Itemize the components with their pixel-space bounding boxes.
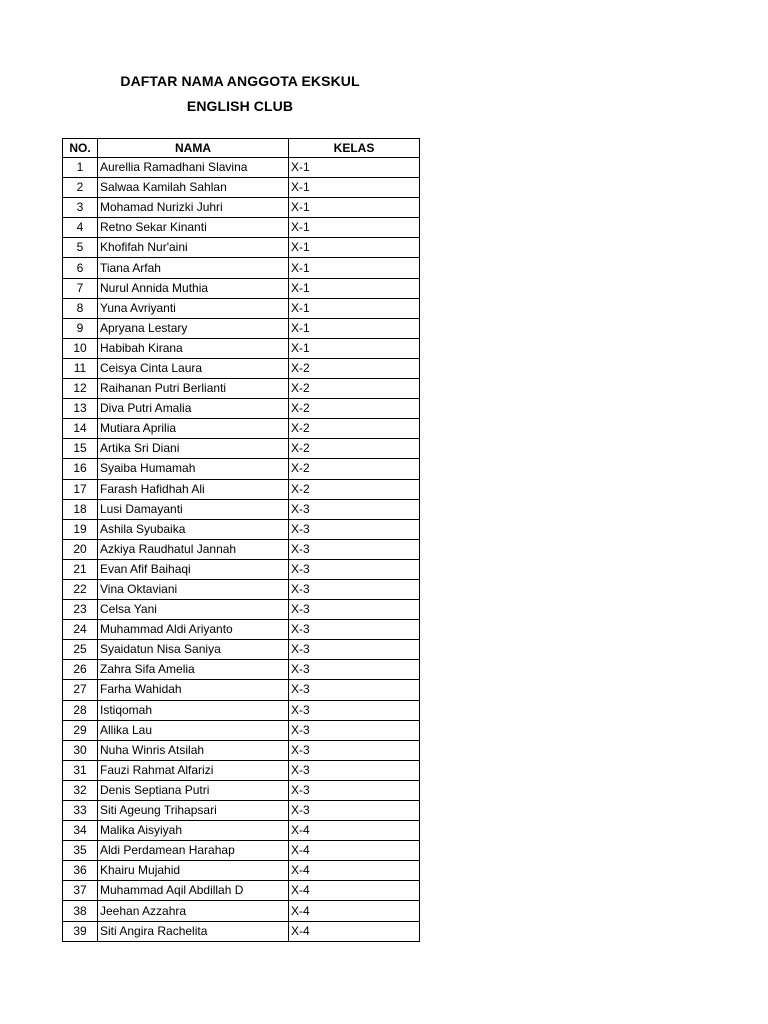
row-name-cell: Vina Oktaviani bbox=[98, 579, 289, 599]
table-row bbox=[63, 459, 420, 479]
table-row bbox=[63, 539, 420, 559]
row-name-cell: Salwaa Kamilah Sahlan bbox=[98, 178, 289, 198]
row-class-cell: X-2 bbox=[289, 358, 420, 378]
table-row bbox=[63, 780, 420, 800]
table-row bbox=[63, 700, 420, 720]
row-number-cell: 21 bbox=[63, 559, 98, 579]
header-kelas: KELAS bbox=[289, 139, 420, 158]
row-name-cell: Ashila Syubaika bbox=[98, 519, 289, 539]
row-number-cell: 36 bbox=[63, 861, 98, 881]
row-number-cell: 34 bbox=[63, 821, 98, 841]
row-class-cell: X-3 bbox=[289, 780, 420, 800]
row-number-cell: 33 bbox=[63, 801, 98, 821]
table-row bbox=[63, 178, 420, 198]
table-row bbox=[63, 198, 420, 218]
header-nama: NAMA bbox=[98, 139, 289, 158]
row-name-cell: Yuna Avriyanti bbox=[98, 298, 289, 318]
row-number-cell: 24 bbox=[63, 620, 98, 640]
table-row bbox=[63, 720, 420, 740]
table-row bbox=[63, 881, 420, 901]
row-number-cell: 14 bbox=[63, 419, 98, 439]
row-number-cell: 17 bbox=[63, 479, 98, 499]
row-number-cell: 37 bbox=[63, 881, 98, 901]
row-class-cell: X-1 bbox=[289, 238, 420, 258]
table-row bbox=[63, 660, 420, 680]
row-class-cell: X-3 bbox=[289, 559, 420, 579]
row-number-cell: 22 bbox=[63, 579, 98, 599]
document-subtitle: ENGLISH CLUB bbox=[186, 98, 294, 114]
table-row bbox=[63, 278, 420, 298]
row-name-cell: Zahra Sifa Amelia bbox=[98, 660, 289, 680]
row-number-cell: 10 bbox=[63, 338, 98, 358]
row-class-cell: X-1 bbox=[289, 158, 420, 178]
row-number-cell: 8 bbox=[63, 298, 98, 318]
row-class-cell: X-3 bbox=[289, 600, 420, 620]
row-class-cell: X-4 bbox=[289, 861, 420, 881]
table-row bbox=[63, 399, 420, 419]
table-row bbox=[63, 620, 420, 640]
header-no: NO. bbox=[63, 139, 98, 158]
row-name-cell: Muhammad Aldi Ariyanto bbox=[98, 620, 289, 640]
table-row bbox=[63, 740, 420, 760]
row-class-cell: X-2 bbox=[289, 439, 420, 459]
row-number-cell: 32 bbox=[63, 780, 98, 800]
row-name-cell: Malika Aisyiyah bbox=[98, 821, 289, 841]
table-body bbox=[63, 158, 420, 942]
row-name-cell: Jeehan Azzahra bbox=[98, 901, 289, 921]
row-name-cell: Syaiba Humamah bbox=[98, 459, 289, 479]
row-name-cell: Retno Sekar Kinanti bbox=[98, 218, 289, 238]
row-name-cell: Celsa Yani bbox=[98, 600, 289, 620]
row-number-cell: 11 bbox=[63, 358, 98, 378]
row-number-cell: 20 bbox=[63, 539, 98, 559]
row-class-cell: X-1 bbox=[289, 298, 420, 318]
row-number-cell: 27 bbox=[63, 680, 98, 700]
row-name-cell: Fauzi Rahmat Alfarizi bbox=[98, 760, 289, 780]
row-class-cell: X-1 bbox=[289, 258, 420, 278]
row-number-cell: 13 bbox=[63, 399, 98, 419]
row-name-cell: Aurellia Ramadhani Slavina bbox=[98, 158, 289, 178]
table-row bbox=[63, 358, 420, 378]
row-name-cell: Mohamad Nurizki Juhri bbox=[98, 198, 289, 218]
row-name-cell: Nurul Annida Muthia bbox=[98, 278, 289, 298]
row-name-cell: Lusi Damayanti bbox=[98, 499, 289, 519]
row-number-cell: 16 bbox=[63, 459, 98, 479]
row-number-cell: 7 bbox=[63, 278, 98, 298]
table-row bbox=[63, 600, 420, 620]
table-row bbox=[63, 760, 420, 780]
row-class-cell: X-3 bbox=[289, 700, 420, 720]
table-row bbox=[63, 861, 420, 881]
row-class-cell: X-2 bbox=[289, 399, 420, 419]
row-class-cell: X-3 bbox=[289, 680, 420, 700]
row-name-cell: Evan Afif Baihaqi bbox=[98, 559, 289, 579]
row-class-cell: X-1 bbox=[289, 218, 420, 238]
row-number-cell: 18 bbox=[63, 499, 98, 519]
table-row bbox=[63, 439, 420, 459]
row-name-cell: Ceisya Cinta Laura bbox=[98, 358, 289, 378]
row-number-cell: 2 bbox=[63, 178, 98, 198]
row-class-cell: X-2 bbox=[289, 379, 420, 399]
row-class-cell: X-3 bbox=[289, 660, 420, 680]
row-number-cell: 38 bbox=[63, 901, 98, 921]
row-class-cell: X-2 bbox=[289, 459, 420, 479]
table-row bbox=[63, 680, 420, 700]
row-number-cell: 23 bbox=[63, 600, 98, 620]
row-number-cell: 28 bbox=[63, 700, 98, 720]
row-name-cell: Apryana Lestary bbox=[98, 318, 289, 338]
row-number-cell: 25 bbox=[63, 640, 98, 660]
row-number-cell: 3 bbox=[63, 198, 98, 218]
row-name-cell: Artika Sri Diani bbox=[98, 439, 289, 459]
member-table bbox=[62, 138, 420, 942]
table-row bbox=[63, 379, 420, 399]
row-class-cell: X-3 bbox=[289, 801, 420, 821]
row-class-cell: X-1 bbox=[289, 318, 420, 338]
row-name-cell: Allika Lau bbox=[98, 720, 289, 740]
row-number-cell: 19 bbox=[63, 519, 98, 539]
table-row bbox=[63, 298, 420, 318]
table-row bbox=[63, 821, 420, 841]
row-name-cell: Muhammad Aqil Abdillah D bbox=[98, 881, 289, 901]
row-class-cell: X-3 bbox=[289, 519, 420, 539]
table-row bbox=[63, 318, 420, 338]
row-class-cell: X-3 bbox=[289, 539, 420, 559]
table-row bbox=[63, 158, 420, 178]
row-number-cell: 12 bbox=[63, 379, 98, 399]
table-row bbox=[63, 841, 420, 861]
table-row bbox=[63, 901, 420, 921]
table-row bbox=[63, 419, 420, 439]
row-class-cell: X-4 bbox=[289, 841, 420, 861]
row-class-cell: X-4 bbox=[289, 821, 420, 841]
row-class-cell: X-3 bbox=[289, 720, 420, 740]
row-number-cell: 1 bbox=[63, 158, 98, 178]
table-row bbox=[63, 338, 420, 358]
row-name-cell: Nuha Winris Atsilah bbox=[98, 740, 289, 760]
row-name-cell: Aldi Perdamean Harahap bbox=[98, 841, 289, 861]
row-name-cell: Tiana Arfah bbox=[98, 258, 289, 278]
row-name-cell: Siti Angira Rachelita bbox=[98, 921, 289, 941]
table-row bbox=[63, 519, 420, 539]
row-name-cell: Farash Hafidhah Ali bbox=[98, 479, 289, 499]
row-name-cell: Khairu Mujahid bbox=[98, 861, 289, 881]
row-name-cell: Khofifah Nur'aini bbox=[98, 238, 289, 258]
row-number-cell: 39 bbox=[63, 921, 98, 941]
row-class-cell: X-3 bbox=[289, 620, 420, 640]
row-number-cell: 4 bbox=[63, 218, 98, 238]
row-class-cell: X-3 bbox=[289, 579, 420, 599]
row-name-cell: Mutiara Aprilia bbox=[98, 419, 289, 439]
row-name-cell: Raihanan Putri Berlianti bbox=[98, 379, 289, 399]
row-number-cell: 5 bbox=[63, 238, 98, 258]
row-class-cell: X-2 bbox=[289, 479, 420, 499]
table-row bbox=[63, 801, 420, 821]
row-number-cell: 15 bbox=[63, 439, 98, 459]
table-row bbox=[63, 238, 420, 258]
table-header-row bbox=[63, 139, 420, 158]
row-class-cell: X-4 bbox=[289, 921, 420, 941]
row-name-cell: Denis Septiana Putri bbox=[98, 780, 289, 800]
row-class-cell: X-1 bbox=[289, 198, 420, 218]
table-row bbox=[63, 258, 420, 278]
row-number-cell: 31 bbox=[63, 760, 98, 780]
table-row bbox=[63, 640, 420, 660]
row-class-cell: X-1 bbox=[289, 278, 420, 298]
table-row bbox=[63, 218, 420, 238]
row-class-cell: X-3 bbox=[289, 499, 420, 519]
row-class-cell: X-4 bbox=[289, 901, 420, 921]
row-class-cell: X-1 bbox=[289, 338, 420, 358]
table-row bbox=[63, 479, 420, 499]
row-name-cell: Istiqomah bbox=[98, 700, 289, 720]
row-number-cell: 30 bbox=[63, 740, 98, 760]
row-name-cell: Farha Wahidah bbox=[98, 680, 289, 700]
row-name-cell: Habibah Kirana bbox=[98, 338, 289, 358]
row-class-cell: X-3 bbox=[289, 740, 420, 760]
row-class-cell: X-4 bbox=[289, 881, 420, 901]
row-number-cell: 6 bbox=[63, 258, 98, 278]
row-class-cell: X-1 bbox=[289, 178, 420, 198]
row-number-cell: 29 bbox=[63, 720, 98, 740]
row-number-cell: 9 bbox=[63, 318, 98, 338]
row-class-cell: X-2 bbox=[289, 419, 420, 439]
row-number-cell: 26 bbox=[63, 660, 98, 680]
row-class-cell: X-3 bbox=[289, 760, 420, 780]
row-name-cell: Diva Putri Amalia bbox=[98, 399, 289, 419]
table-row bbox=[63, 559, 420, 579]
row-class-cell: X-3 bbox=[289, 640, 420, 660]
table-row bbox=[63, 499, 420, 519]
row-number-cell: 35 bbox=[63, 841, 98, 861]
row-name-cell: Azkiya Raudhatul Jannah bbox=[98, 539, 289, 559]
table-row bbox=[63, 579, 420, 599]
row-name-cell: Siti Ageung Trihapsari bbox=[98, 801, 289, 821]
table-row bbox=[63, 921, 420, 941]
row-name-cell: Syaidatun Nisa Saniya bbox=[98, 640, 289, 660]
document-title: DAFTAR NAMA ANGGOTA EKSKUL bbox=[120, 73, 360, 89]
